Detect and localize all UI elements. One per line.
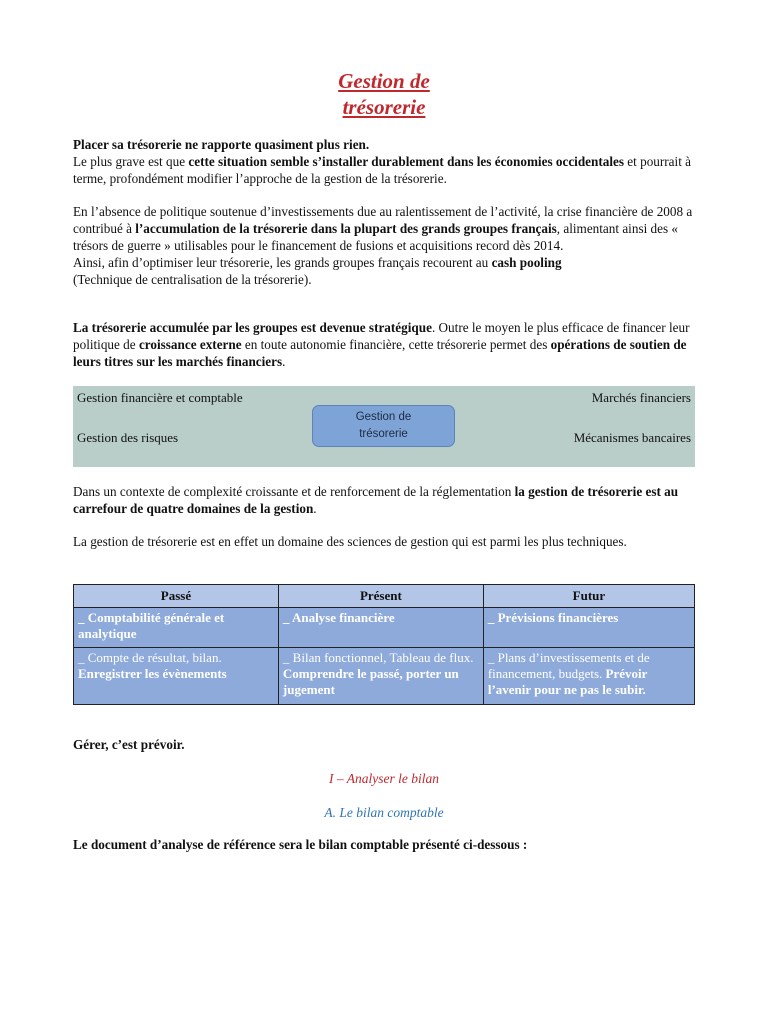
table-row [74,648,695,705]
paragraph-2-text-2: , alimentant ainsi des « trésors de guerre » utilisables pour le financement de fusions et acquisitions record dès 2014. [73,221,679,253]
paragraph-3-bold-3: opérations de soutien de leurs titres sur les marchés financiers [73,337,687,369]
paragraph-3-bold-2: croissance externe [138,337,242,352]
cell-present-2-bold: Comprendre le passé, porter un jugement [282,666,459,697]
domain-banking-label: Mécanismes bancaires [573,430,691,445]
paragraph-3 [73,319,713,370]
paragraph-4 [73,483,713,517]
treasury-node-line-2: trésorerie [359,428,408,440]
paragraph-3-text-3: . [282,354,286,369]
paragraph-2-text-4: (Technique de centralisation de la trésorerie). [73,272,312,287]
title-line-1: Gestion de [338,69,430,93]
cell-future-2-text: _ Plans d’investissements et de financement, budgets. [487,650,650,681]
cell-future-1: _ Prévisions financières [483,608,694,648]
domain-markets-label: Marchés financiers [591,390,691,405]
header-future: Futur [483,585,694,608]
paragraph-3-text-2: en toute autonomie financière, cette trésorerie permet des [241,337,551,352]
intro-statement: Le document d’analyse de référence sera le bilan comptable présenté ci-dessous : [73,837,528,852]
cell-past-2-bold: Enregistrer les évènements [78,666,227,681]
paragraph-4-bold-1: la gestion de trésorerie est au carrefour de quatre domaines de la gestion [73,484,679,516]
cell-past-2-text: _ Compte de résultat, bilan. [78,650,222,665]
paragraph-3-bold-1: La trésorerie accumulée par les groupes est devenue stratégique [73,320,432,335]
cell-present-2 [278,648,483,705]
paragraph-2 [73,203,713,288]
header-past: Passé [74,585,279,608]
paragraph-1-bold-1: cette situation semble s’installer durablement dans les économies occidentales [188,154,624,169]
subsection-heading: A. Le bilan comptable [324,805,444,820]
header-present: Présent [278,585,483,608]
era-table [73,584,695,705]
paragraph-1-text-1: Le plus grave est que [73,154,189,169]
cell-present-2-text: _ Bilan fonctionnel, Tableau de flux. [282,650,474,665]
paragraph-2-bold-1: l’accumulation de la trésorerie dans la plupart des grands groupes français [135,221,557,236]
title-line-2: trésorerie [342,95,426,119]
treasury-center-node [312,405,455,447]
domain-finance-label: Gestion financière et comptable [77,390,243,405]
paragraph-4-text-2: . [313,501,317,516]
paragraph-2-text-1: En l’absence de politique soutenue d’investissements due au ralentissement de l’activité, la crise financière de 2008 a contribué à [73,204,693,236]
paragraph-1-text-2: et pourrait à terme, profondément modifier l’approche de la gestion de la trésorerie. [73,154,692,186]
closing-statement: Gérer, c’est prévoir. [73,737,185,752]
paragraph-5: La gestion de trésorerie est en effet un domaine des sciences de gestion qui est parmi les plus techniques. [73,534,627,549]
domain-risk-label: Gestion des risques [77,430,179,445]
domains-diagram [73,386,695,467]
paragraph-4-text-1: Dans un contexte de complexité croissante et de renforcement de la réglementation [73,484,515,499]
cell-future-2-bold: Prévoir l’avenir pour ne pas le subir. [487,666,648,697]
paragraph-1 [73,136,713,187]
paragraph-2-bold-2: cash pooling [491,255,562,270]
cell-present-1: _ Analyse financière [278,608,483,648]
cell-past-1: _ Comptabilité générale et analytique [74,608,279,648]
cell-past-2 [74,648,279,705]
treasury-node-line-1: Gestion de [355,411,412,423]
table-header-row [74,585,695,608]
cell-future-2 [483,648,694,705]
paragraph-3-text-1: . Outre le moyen le plus efficace de financer leur politique de [73,320,690,352]
table-row [74,608,695,648]
section-heading: I – Analyser le bilan [329,771,439,786]
paragraph-2-text-3: Ainsi, afin d’optimiser leur trésorerie, les grands groupes français recourent au [73,255,492,270]
page-title [0,68,768,120]
paragraph-1-lead: Placer sa trésorerie ne rapporte quasiment plus rien. [73,137,370,152]
